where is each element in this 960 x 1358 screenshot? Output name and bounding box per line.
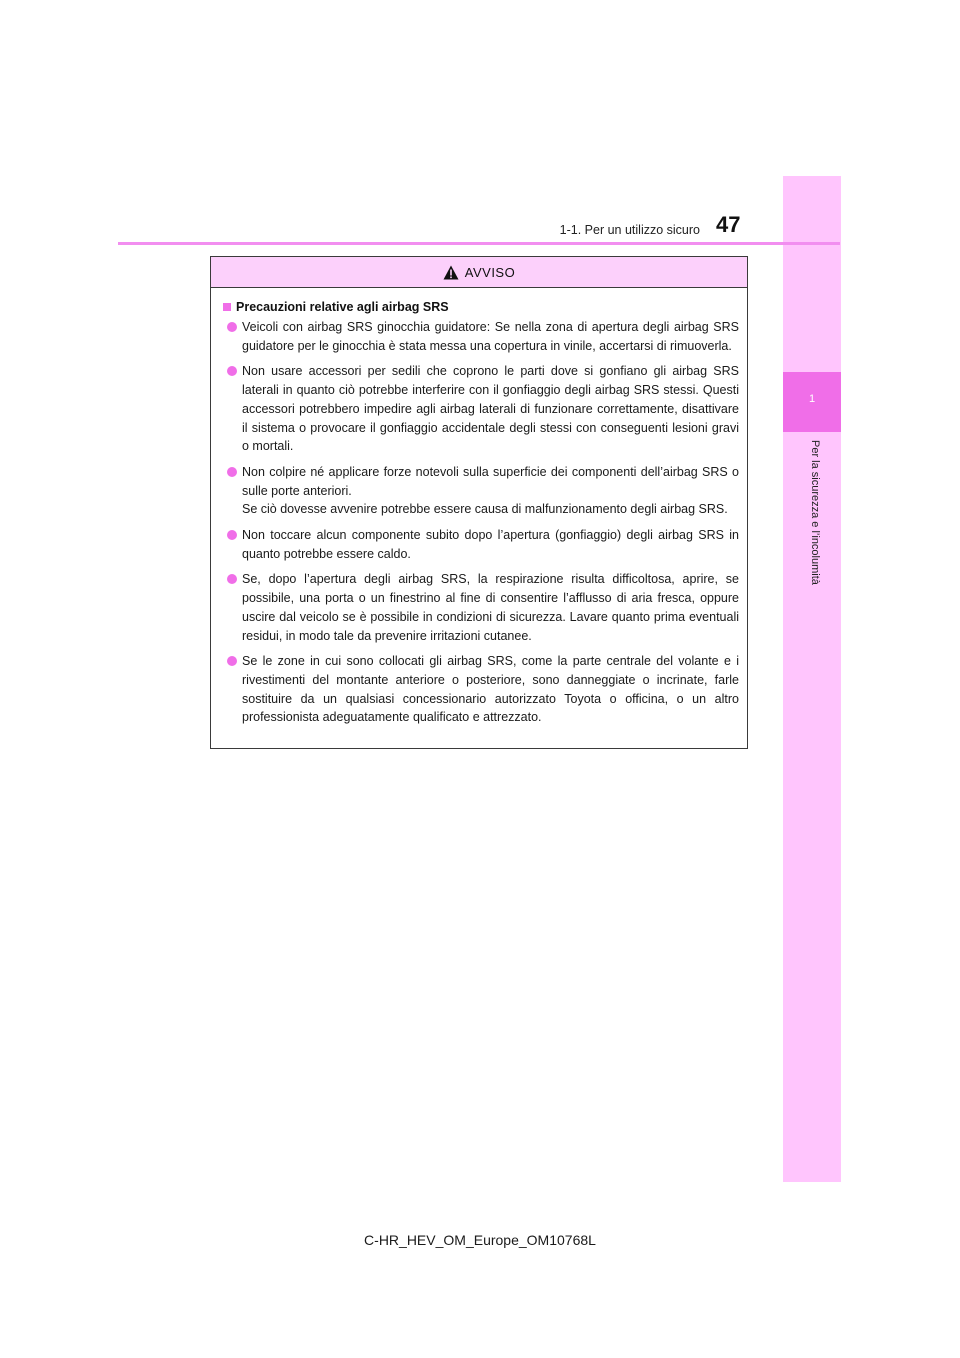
- footer-doc-id: C-HR_HEV_OM_Europe_OM10768L: [364, 1232, 596, 1248]
- topic-title: Precauzioni relative agli airbag SRS: [236, 300, 449, 314]
- page-number: 47: [716, 212, 741, 237]
- square-bullet-icon: [223, 303, 231, 311]
- bullet-dot-icon: [227, 656, 237, 666]
- warning-box: [210, 256, 748, 749]
- bullet-dot-icon: [227, 366, 237, 376]
- list-item: [223, 362, 739, 456]
- bullet-text: Non usare accessori per sedili che coprono le parti dove si gonfiano gli airbag SRS laterali in quanto ciò potrebbe interferire con il gonfiaggio degli airbag SRS stessi. Questi accessori potrebbero impedire agli airbag laterali di funzionare correttamente, disattivare il sistema o provocare il gonfiaggio accidentale degli stessi con conseguenti lesioni gravi o mortali.: [242, 364, 739, 454]
- bullet-dot-icon: [227, 530, 237, 540]
- bullet-list: [223, 318, 739, 727]
- bullet-text: Non colpire né applicare forze notevoli sulla superficie dei componenti dell’airbag SRS o sulle porte anteriori.: [242, 464, 739, 498]
- list-item: [223, 318, 739, 355]
- bullet-text: Se ciò dovesse avvenire potrebbe essere causa di malfunzionamento degli airbag SRS.: [242, 502, 728, 517]
- warning-body: [211, 288, 747, 727]
- bullet-text: Se, dopo l’apertura degli airbag SRS, la respirazione risulta difficoltosa, aprire, se possibile, una porta o un finestrino al fine di consentire l’afflusso di aria fresca, oppure uscire dal veicolo se è possibile in condizioni di sicurezza. Lavare quanto prima eventuali residui, in modo tale da prevenire irritazioni cutanee.: [242, 572, 739, 643]
- topic-heading: [223, 300, 739, 314]
- list-item: [223, 652, 739, 727]
- bullet-text: Non toccare alcun componente subito dopo l’apertura (gonfiaggio) degli airbag SRS in quanto potrebbe essere caldo.: [242, 528, 739, 561]
- bullet-text: Veicoli con airbag SRS ginocchia guidatore: Se nella zona di apertura degli airbag SRS guidatore per le ginocchia è stata messa una copertura in vinile, accertarsi di rimuoverla.: [242, 320, 739, 353]
- side-tab-number: 1: [808, 393, 816, 405]
- bullet-dot-icon: [227, 322, 237, 332]
- header-divider: [118, 242, 840, 245]
- warning-header: [211, 257, 747, 288]
- side-tab: [783, 176, 841, 1182]
- list-item: [223, 463, 739, 519]
- list-item: [223, 570, 739, 645]
- section-title: 1-1. Per un utilizzo sicuro: [559, 223, 700, 237]
- side-tab-label: Per la sicurezza e l’incolumità: [809, 440, 821, 585]
- bullet-dot-icon: [227, 574, 237, 584]
- warning-triangle-icon: [443, 265, 459, 280]
- bullet-dot-icon: [227, 467, 237, 477]
- warning-title: AVVISO: [464, 264, 516, 280]
- list-item: [223, 526, 739, 563]
- bullet-text: Se le zone in cui sono collocati gli airbag SRS, come la parte centrale del volante e i rivestimenti del montante anteriore o posteriore, sono danneggiate o incrinate, farle sostituire da un qualsiasi concessionario autorizzato Toyota o officina, o un altro professionista adeguatamente qualificato e attrezzato.: [242, 654, 739, 725]
